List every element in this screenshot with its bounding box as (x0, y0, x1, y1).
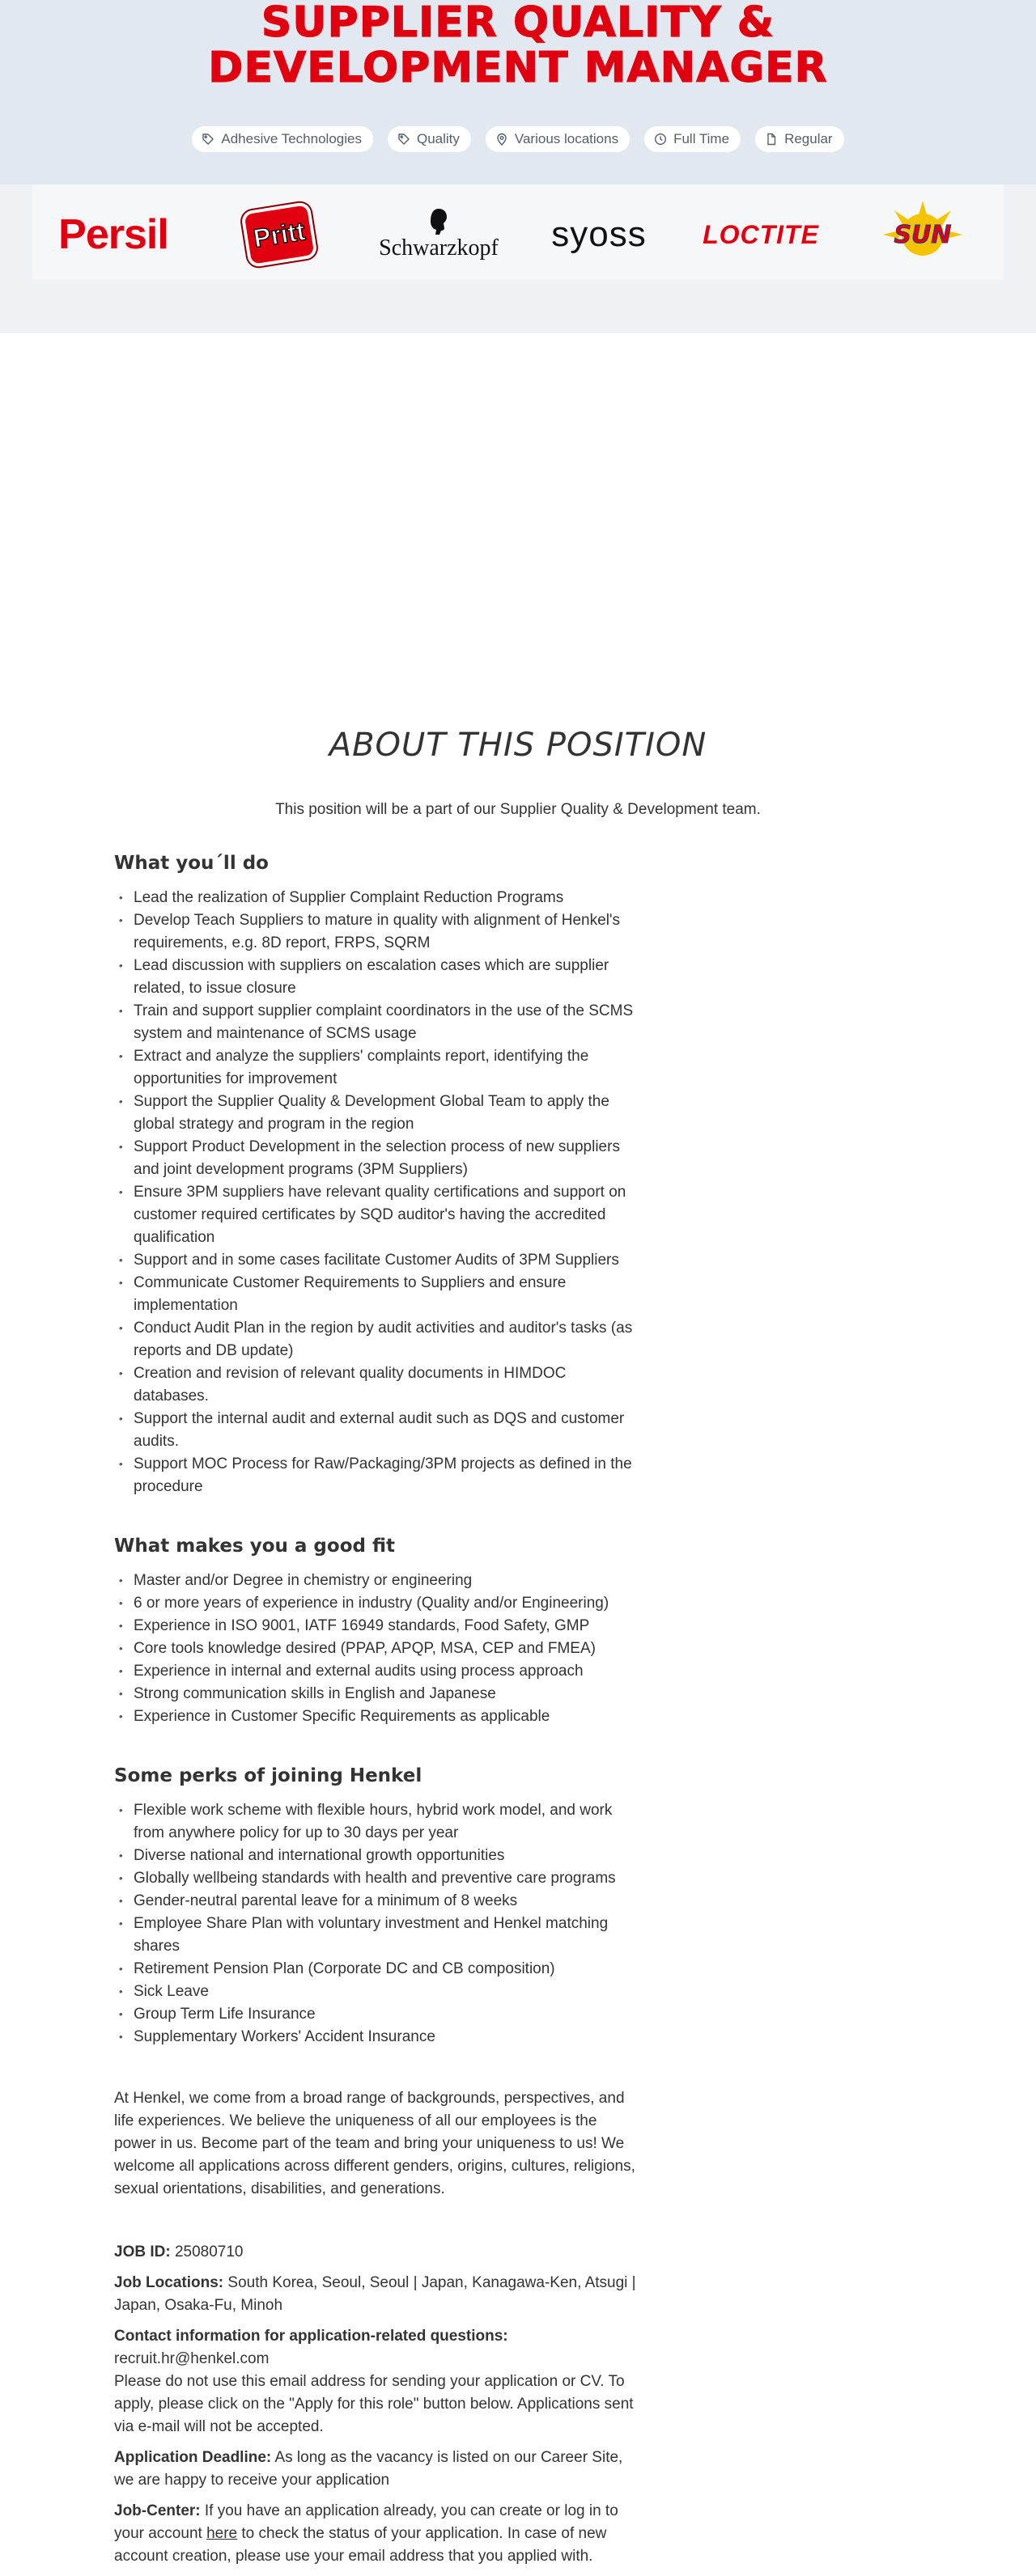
perks-section (114, 1762, 640, 2049)
location-pin-icon (495, 133, 508, 146)
hero-header (0, 0, 1036, 184)
tag-icon (397, 133, 410, 146)
list-item: • Communicate Customer Requirements to Suppliers and ensure implementation (114, 1272, 640, 1317)
list-item: • Globally wellbeing standards with health and preventive care programs (114, 1867, 640, 1890)
brand-logo-schwarzkopf (374, 199, 503, 270)
responsibilities-section (114, 849, 640, 1498)
brand-strip (32, 184, 1004, 280)
contact-note: Please do not use this email address for sending your application or CV. To apply, please click on the "Apply for this role" button below. Applications sent via e-mail will not be accepted. (114, 2373, 634, 2435)
about-intro: This position will be a part of our Supplier Quality & Development team. (275, 801, 761, 818)
job-locations-row (114, 2272, 640, 2317)
list-item: • Retirement Pension Plan (Corporate DC and CB composition) (114, 1958, 640, 1981)
job-center-label: Job-Center: (114, 2502, 201, 2519)
silhouette-icon (428, 208, 449, 235)
list-item: • Develop Teach Suppliers to mature in quality with alignment of Henkel's requirements, e.g. 8D report, FRPS, SQRM (114, 909, 640, 955)
list-item: • Employee Share Plan with voluntary investment and Henkel matching shares (114, 1913, 640, 1958)
deadline-value: As long as the vacancy is listed on our Career Site, we are happy to receive your application (114, 2449, 623, 2489)
job-id-label: JOB ID: (114, 2243, 171, 2260)
list-item: • Master and/or Degree in chemistry or engineering (114, 1570, 640, 1592)
job-center-row (114, 2500, 640, 2568)
requirements-list (114, 1570, 640, 1728)
list-item: • Sick Leave (114, 1981, 640, 2003)
perks-heading: Some perks of joining Henkel (114, 1765, 422, 1786)
list-item: • Gender-neutral parental leave for a minimum of 8 weeks (114, 1890, 640, 1913)
tag-label: Regular (784, 131, 833, 146)
tag-division (192, 126, 373, 152)
brand-pritt-text: Pritt (251, 215, 308, 253)
about-heading: ABOUT THIS POSITION (329, 727, 707, 764)
requirements-heading: What makes you a good fit (114, 1536, 396, 1557)
job-tags (0, 126, 1036, 152)
job-locations-value: South Korea, Seoul, Seoul | Japan, Kanagawa-Ken, Atsugi | Japan, Osaka-Fu, Minoh (114, 2274, 636, 2314)
perks-list (114, 1799, 640, 2049)
brand-schwarzkopf-text: Schwarzkopf (379, 235, 499, 261)
list-item: • Ensure 3PM suppliers have relevant quality certifications and support on customer required certificates by SQD auditor's having the accredited qualification (114, 1181, 640, 1249)
tag-schedule (644, 126, 741, 152)
list-item: • Strong communication skills in English and Japanese (114, 1683, 640, 1705)
job-center-text-after: to check the status of your application. In case of new account creation, please use your email address that you applied with. (114, 2525, 607, 2565)
job-title-line-1: SUPPLIER QUALITY & (261, 0, 775, 47)
job-locations-label: Job Locations: (114, 2274, 224, 2291)
list-item: • Supplementary Workers' Accident Insurance (114, 2026, 640, 2049)
brand-loctite-text: LOCTITE (703, 219, 819, 249)
responsibilities-heading: What you´ll do (114, 853, 269, 874)
list-item: • Flexible work scheme with flexible hours, hybrid work model, and work from anywhere policy for up to 30 days per year (114, 1799, 640, 1845)
job-title (0, 0, 1036, 91)
brand-logos-band (0, 184, 1036, 333)
list-item: • Train and support supplier complaint coordinators in the use of the SCMS system and maintenance of SCMS usage (114, 1000, 640, 1045)
tag-label: Quality (416, 131, 460, 146)
contact-row (114, 2325, 640, 2438)
tag-contract (755, 126, 844, 152)
job-center-text-before: If you have an application already, you can create or log in to your account (114, 2502, 618, 2542)
list-item: • Experience in ISO 9001, IATF 16949 standards, Food Safety, GMP (114, 1615, 640, 1638)
list-item: • Lead the realization of Supplier Complaint Reduction Programs (114, 887, 640, 909)
list-item: • Experience in Customer Specific Requirements as applicable (114, 1705, 640, 1728)
tag-location (486, 126, 630, 152)
job-info (114, 2241, 640, 2568)
job-title-line-2: DEVELOPMENT MANAGER (208, 44, 828, 92)
deadline-label: Application Deadline: (114, 2449, 272, 2466)
list-item: • Support the internal audit and external audit such as DQS and customer audits. (114, 1408, 640, 1453)
brand-syoss-text: syoss (551, 214, 647, 254)
document-icon (765, 133, 778, 146)
list-item: • Experience in internal and external audits using process approach (114, 1660, 640, 1683)
list-item: • Support Product Development in the selection process of new suppliers and joint development programs (3PM Suppliers) (114, 1136, 640, 1181)
brand-persil-text: Persil (58, 211, 168, 258)
list-item: • Support the Supplier Quality & Development Global Team to apply the global strategy and program in the region (114, 1091, 640, 1136)
clock-icon (654, 133, 667, 146)
pritt-badge (240, 201, 318, 269)
contact-label: Contact information for application-related questions: (114, 2328, 508, 2345)
brand-sun-text: SUN (894, 220, 952, 249)
list-item: • Conduct Audit Plan in the region by audit activities and auditor's tasks (as reports and DB update) (114, 1317, 640, 1362)
list-item: • Support and in some cases facilitate Customer Audits of 3PM Suppliers (114, 1249, 640, 1272)
deadline-row (114, 2447, 640, 2492)
list-item: • Core tools knowledge desired (PPAP, APQP, MSA, CEP and FMEA) (114, 1638, 640, 1660)
list-item: • Support MOC Process for Raw/Packaging/3PM projects as defined in the procedure (114, 1453, 640, 1498)
brand-logo-loctite (696, 199, 826, 270)
job-center-link[interactable]: here (206, 2525, 238, 2542)
description-body (114, 849, 640, 2576)
tag-label: Full Time (673, 131, 730, 146)
tag-label: Adhesive Technologies (221, 131, 362, 146)
list-item: • Lead discussion with suppliers on escalation cases which are supplier related, to issue closure (114, 955, 640, 1000)
list-item: • 6 or more years of experience in industry (Quality and/or Engineering) (114, 1592, 640, 1615)
brand-logo-syoss (534, 199, 664, 270)
list-item: • Creation and revision of relevant quality documents in HIMDOC databases. (114, 1362, 640, 1408)
job-id-value: 25080710 (174, 2243, 244, 2260)
brand-logo-persil (49, 199, 178, 270)
job-id-row (114, 2241, 640, 2264)
list-item: • Extract and analyze the suppliers' complaints report, identifying the opportunities for improvement (114, 1045, 640, 1091)
tag-function (388, 126, 471, 152)
tag-icon (202, 133, 214, 146)
diversity-statement: At Henkel, we come from a broad range of backgrounds, perspectives, and life experiences. We believe the uniqueness of all our employees is the power in us. Become part of the team and bring your uniqueness to us! We welcome all applications across different genders, origins, cultures, religions, sexual orientations, disabilities, and generations. (114, 2090, 635, 2197)
list-item: • Group Term Life Insurance (114, 2003, 640, 2026)
brand-logo-sun (874, 199, 971, 270)
tag-label: Various locations (514, 131, 619, 146)
contact-email: recruit.hr@henkel.com (114, 2350, 270, 2367)
list-item: • Diverse national and international growth opportunities (114, 1845, 640, 1867)
brand-logo-pritt (235, 199, 324, 270)
requirements-section (114, 1532, 640, 1728)
responsibilities-list (114, 887, 640, 1498)
